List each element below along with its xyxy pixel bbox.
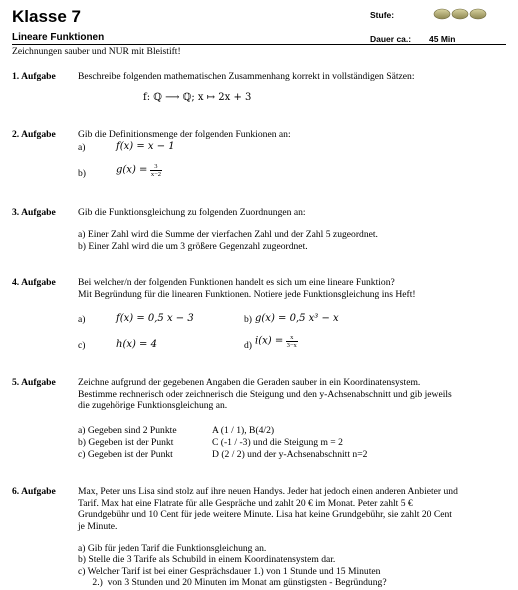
task-3-list [78,229,508,252]
task-4-label: 4. Aufgabe [12,277,56,288]
task-2-text: Gib die Definitionsmenge der folgenden Funkionen an: [78,129,291,140]
page-subtitle: Lineare Funktionen [12,32,105,43]
task-5-line-1: Zeichne aufgrund der gegebenen Angaben die Geraden sauber in ein Koordinatensystem. [78,377,421,388]
task-6-line-4: je Minute. [78,521,118,533]
task-2a-formula: f(x) = x − 1 [116,141,175,152]
task-3-item-b: b) Einer Zahl wird die um 3 größere Gegenzahl zugeordnet. [78,240,308,252]
task-4c-label: c) [78,340,86,351]
task-2b-lhs: g(x) = [116,164,148,176]
task-2a-label: a) [78,142,86,153]
task-4a-formula: f(x) = 0,5 x − 3 [116,313,194,324]
task-6-line-1: Max, Peter uns Lisa sind stolz auf ihre neuen Handys. Jeder hat jedoch einen anderen Anbieter und [78,486,458,497]
task-4d-denominator: 3−x [286,342,297,349]
task-4d-lhs: i(x) = [255,335,284,347]
stufe-label: Stufe: [370,10,395,20]
task-5-item-c-left: c) Gegeben ist der Punkt [78,449,173,460]
task-6-line-2: Tarif. Max hat eine Flatrate für alle Gespräche und zahlt 20 € im Monat. Peter zahlt 5 € [78,497,413,509]
task-2b-numerator: 3 [150,163,162,171]
task-5-item-a-right: A (1 / 1), B(4/2) [212,425,275,436]
task-6-label: 6. Aufgabe [12,486,56,497]
task-4-line-2: Mit Begründung für die linearen Funktionen. Notiere jede Funktionsgleichung ins Heft! [78,288,416,300]
task-1-formula: f: ℚ ⟶ ℚ; x ↦ 2x + 3 [143,92,252,103]
task-5-text [78,377,508,412]
task-6-list [78,543,508,588]
task-6-text [78,486,508,533]
task-4-line-1: Bei welcher/n der folgenden Funktionen handelt es sich um eine lineare Funktion? [78,277,395,288]
task-3-text: Gib die Funktionsgleichung zu folgenden Zuordnungen an: [78,207,306,218]
task-6-line-3: Grundgebühr und 10 Cent für jede weitere Minute. Lisa hat keine Grundgebühr, sie zahlt 20 Cent [78,509,452,521]
dauer-label: Dauer ca.: [370,34,412,44]
task-4d-numerator: x [286,334,298,342]
task-2b-denominator: x−2 [150,171,161,178]
task-5-item-b-right: C (-1 / -3) und die Steigung m = 2 [212,437,343,448]
task-4c-formula: h(x) = 4 [116,339,157,350]
task-4b-formula: g(x) = 0,5 x³ − x [255,313,339,324]
task-5-line-3: die zugehörige Funktionsgleichung an. [78,400,228,412]
task-5-label: 5. Aufgabe [12,377,56,388]
task-1-label: 1. Aufgabe [12,71,56,82]
task-6-item-b: b) Stelle die 3 Tarife als Schubild in einem Koordinatensystem dar. [78,554,336,566]
difficulty-pills-icon [433,8,489,20]
task-4d-formula [255,334,298,349]
task-5-item-b-left: b) Gegeben ist der Punkt [78,437,174,448]
task-3-label: 3. Aufgabe [12,207,56,218]
header-divider [12,44,506,45]
task-6-item-c: c) Welcher Tarif ist bei einer Gesprächsdauer 1.) von 1 Stunde und 15 Minuten [78,565,381,577]
task-5-line-2: Bestimme rechnerisch oder zeichnerisch die Steigung und den y-Achsenabschnitt und gib jeweils [78,388,452,400]
task-2b-formula [116,163,162,178]
task-3-item-a: a) Einer Zahl wird die Summe der vierfachen Zahl und der Zahl 5 zugeordnet. [78,229,378,240]
task-6-item-c2: 2.) von 3 Stunden und 20 Minuten im Monat am günstigsten - Begründung? [78,576,387,588]
task-2-label: 2. Aufgabe [12,129,56,140]
pencil-note: Zeichnungen sauber und NUR mit Bleistift! [12,46,181,57]
task-2b-fraction [150,163,162,178]
task-4b-label: b) [244,314,252,325]
task-1-text: Beschreibe folgenden mathematischen Zusammenhang korrekt in vollständigen Sätzen: [78,71,415,82]
task-6-item-a: a) Gib für jeden Tarif die Funktionsgleichung an. [78,543,267,554]
task-5-item-a-left: a) Gegeben sind 2 Punkte [78,425,177,436]
task-4-text [78,277,508,300]
task-2b-label: b) [78,168,86,179]
task-4d-label: d) [244,340,252,351]
task-4a-label: a) [78,314,86,325]
task-4d-fraction [286,334,298,349]
task-5-item-c-right: D (2 / 2) und der y-Achsenabschnitt n=2 [212,449,368,460]
page-title: Klasse 7 [12,7,81,26]
dauer-value: 45 Min [429,34,456,44]
